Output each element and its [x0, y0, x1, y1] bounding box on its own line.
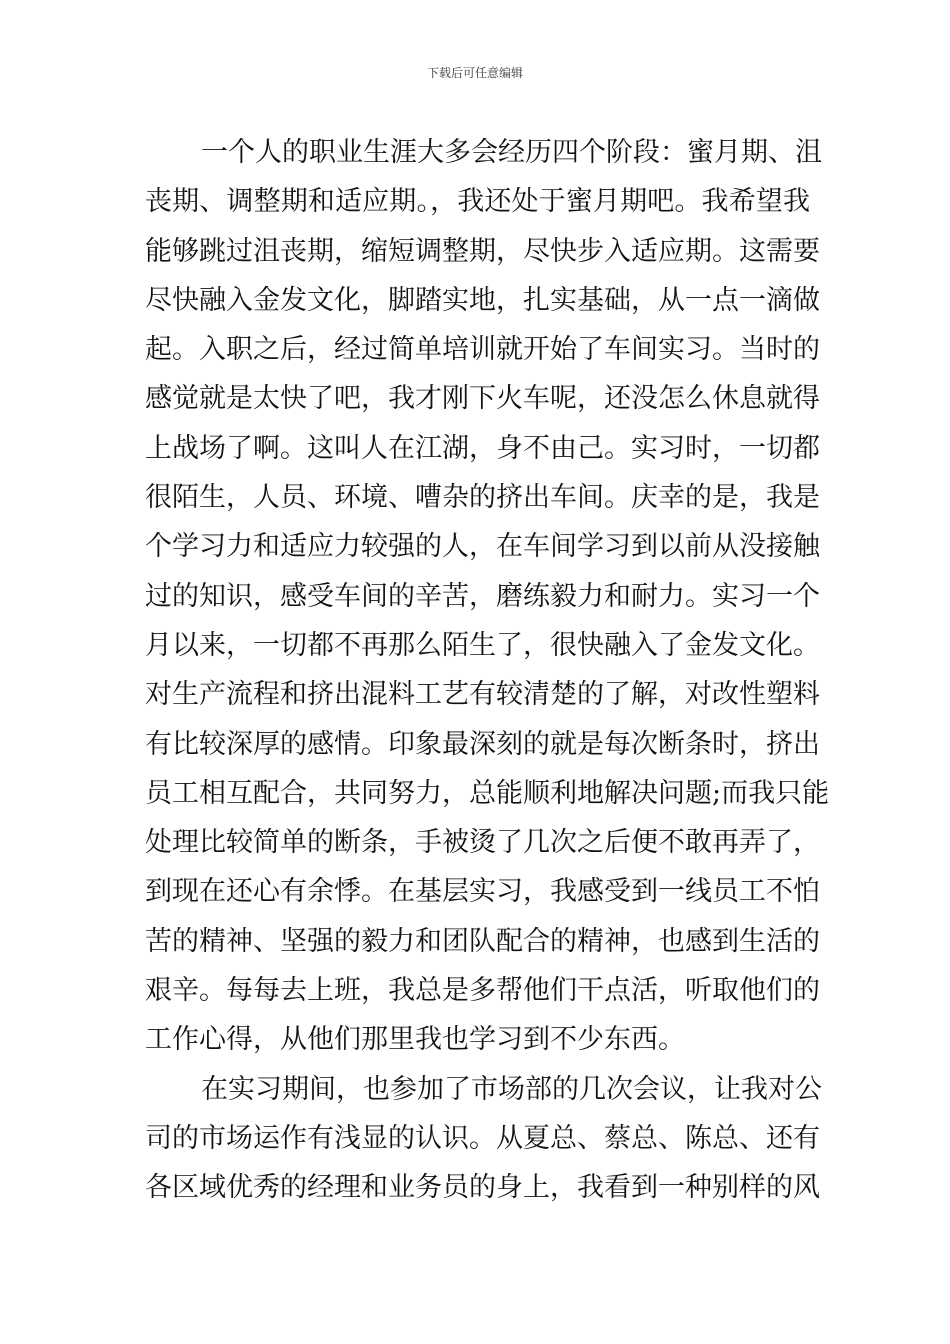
- text-line: 丧期、调整期和适应期。，我还处于蜜月期吧。我希望我: [145, 186, 810, 218]
- text-line: 上战场了啊。这叫人在江湖，身不由己。实习时，一切都: [145, 432, 820, 464]
- paragraph-2: [145, 1065, 822, 1213]
- text-line: 各区域优秀的经理和业务员的身上，我看到一种别样的风: [145, 1172, 820, 1204]
- text-line: 员工相互配合，共同努力，总能顺利地解决问题;而我只能: [145, 777, 830, 809]
- text-line: 感觉就是太快了吧，我才刚下火车呢，还没怎么休息就得: [145, 383, 820, 415]
- text-line: 有比较深厚的感情。印象最深刻的就是每次断条时，挤出: [145, 728, 820, 760]
- text-line: 一个人的职业生涯大多会经历四个阶段：蜜月期、沮: [201, 137, 822, 168]
- text-line: 在实习期间，也参加了市场部的几次会议，让我对公: [201, 1073, 822, 1105]
- text-line: 到现在还心有余悸。在基层实习，我感受到一线员工不怕: [145, 876, 820, 908]
- text-line: 处理比较简单的断条，手被烫了几次之后便不敢再弄了，: [145, 827, 820, 859]
- text-line: 对生产流程和挤出混料工艺有较清楚的了解，对改性塑料: [145, 679, 820, 711]
- text-line: 工作心得，从他们那里我也学习到不少东西。: [145, 1024, 685, 1056]
- text-line: 过的知识，感受车间的辛苦，磨练毅力和耐力。实习一个: [145, 580, 820, 612]
- text-line: 苦的精神、坚强的毅力和团队配合的精神，也感到生活的: [145, 925, 820, 957]
- text-line: 起。入职之后，经过简单培训就开始了车间实习。当时的: [145, 334, 820, 366]
- text-line: 月以来，一切都不再那么陌生了，很快融入了金发文化。: [145, 629, 820, 661]
- text-line: 司的市场运作有浅显的认识。从夏总、蔡总、陈总、还有: [145, 1122, 820, 1154]
- text-line: 尽快融入金发文化，脚踏实地，扎实基础，从一点一滴做: [145, 284, 820, 316]
- paragraph-1: [145, 128, 830, 1065]
- text-line: 很陌生，人员、环境、嘈杂的挤出车间。庆幸的是，我是: [145, 482, 820, 514]
- document-body: [145, 128, 830, 1213]
- text-line: 艰辛。每每去上班，我总是多帮他们干点活，听取他们的: [145, 975, 820, 1007]
- text-line: 个学习力和适应力较强的人，在车间学习到以前从没接触: [145, 531, 820, 563]
- text-line: 能够跳过沮丧期，缩短调整期，尽快步入适应期。这需要: [145, 235, 820, 267]
- page-header: 下载后可任意编辑: [426, 66, 523, 80]
